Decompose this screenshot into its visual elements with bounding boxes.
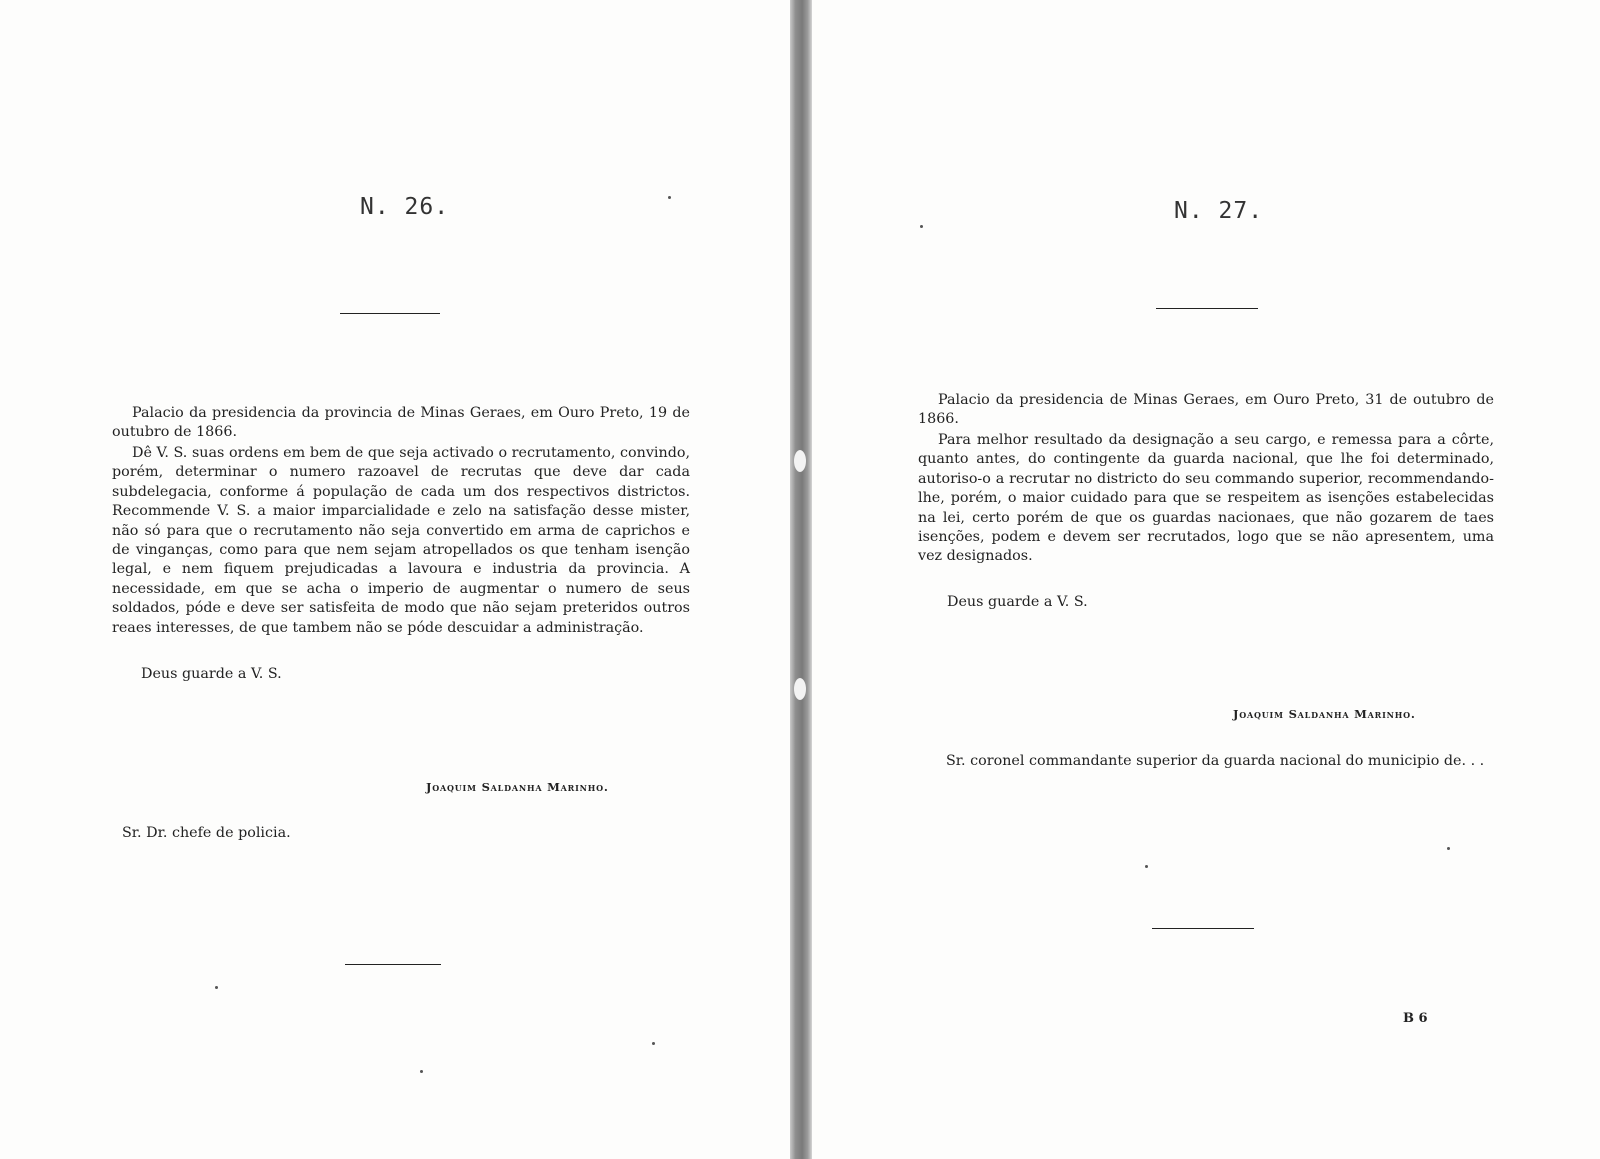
- document-number: N. 27.: [1174, 198, 1264, 224]
- print-speck: [420, 1070, 423, 1073]
- document-number: N. 26.: [360, 194, 450, 220]
- print-speck: [1447, 847, 1450, 850]
- closing-divider: [1152, 928, 1254, 929]
- closing-formula: Deus guarde a V. S.: [947, 594, 1088, 610]
- signature: Joaquim Saldanha Marinho.: [1233, 706, 1416, 721]
- section-divider: [1156, 308, 1258, 309]
- binding-hole: [794, 678, 806, 700]
- closing-divider: [345, 964, 441, 965]
- signature-mark: B 6: [1403, 1011, 1428, 1026]
- print-speck: [668, 196, 671, 199]
- print-speck: [920, 225, 923, 228]
- section-divider: [340, 313, 440, 314]
- left-page: [0, 0, 790, 1159]
- print-speck: [215, 986, 218, 989]
- addressee: Sr. coronel commandante superior da guarda nacional do municipio de. . .: [946, 753, 1485, 769]
- closing-formula: Deus guarde a V. S.: [141, 666, 282, 682]
- right-page: [812, 0, 1600, 1159]
- dateline: Palacio da presidencia da provincia de Minas Geraes, em Ouro Preto, 19 de outubro de 1866.: [112, 405, 690, 441]
- letter-body: Dê V. S. suas ordens em bem de que seja activado o recrutamento, convindo, porém, determinar o numero razoavel de recrutas que deve dar cada subdelegacia, conforme á população de cada um dos respectivos districtos. Recommende V. S. a maior imparcialidade e zelo na satisfação desse mister, não só para que o recrutamento não seja convertido em arma de caprichos e de vinganças, como para que nem sejam atropellados os que tenham isenção legal, e nem fiquem prejudicadas a lavoura e industria da provincia. A necessidade, em que se acha o imperio de augmentar o numero de seus soldados, póde e deve ser satisfeita de modo que não sejam preteridos outros reaes interesses, de que tambem não se póde descuidar a administração.: [112, 445, 690, 636]
- print-speck: [1145, 865, 1148, 868]
- print-speck: [652, 1042, 655, 1045]
- signature: Joaquim Saldanha Marinho.: [426, 779, 609, 794]
- binding-hole: [794, 450, 806, 472]
- addressee: Sr. Dr. chefe de policia.: [122, 825, 291, 841]
- binding-gutter: [790, 0, 812, 1159]
- dateline: Palacio da presidencia de Minas Geraes, em Ouro Preto, 31 de outubro de 1866.: [918, 392, 1494, 428]
- letter-body: Para melhor resultado da designação a seu cargo, e remessa para a côrte, quanto antes, do contingente da guarda nacional, que lhe foi determinado, autoriso-o a recrutar no districto do seu commando superior, recommendando-lhe, porém, o maior cuidado para que se respeitem as isenções estabelecidas na lei, certo porém de que os guardas nacionaes, que não gozarem de taes isenções, podem e devem ser recrutados, logo que se não apresentem, uma vez designados.: [918, 432, 1494, 565]
